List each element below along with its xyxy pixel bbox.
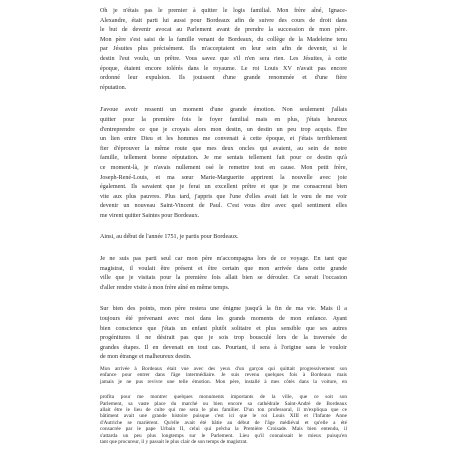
paragraph-4-line-1: Je ne suis pas parti seul car mon père m'accompagna lors de ce voyage. En tant que: [100, 256, 347, 263]
excerpt-2-line-7: s'attarda un peu plus longtemps sur le Parlement. Lieu qu'il connaissait le mieux puisqu'en: [100, 432, 347, 439]
paragraph-2-line-1: J'avoue avoir ressenti un moment d'une grande émotion. Non seulement j'allais: [100, 107, 347, 114]
excerpt-paragraph-2: [100, 394, 347, 445]
paragraph-2-line-7: ce moment-là, je n'avais nullement osé le remettre tout en cause. Mon petit frère,: [100, 164, 347, 171]
paragraph-2-line-3: d'entreprendre ce que je croyais alors mon destin, un destin un peu trop acquis. Être: [100, 126, 347, 133]
paragraph-1-line-6: destin l'eut voulu, un prêtre. Vous savez que s'il n'en sera rien. Les Jésuites, à cette: [100, 55, 347, 62]
document-text-column: [100, 7, 347, 445]
paragraph-2-line-9: également. Ils savaient que je ferai un excellent prêtre et que je me consacrerai bien: [100, 184, 347, 191]
paragraph-5-line-6: de mon étrange et malheureux destin.: [100, 354, 192, 361]
paragraph-1: [100, 7, 347, 93]
excerpt-1-line-1: Mon arrivée à Bordeaux était vue avec des yeux d'un garçon qui quittait progressivement son: [100, 366, 347, 372]
paragraph-2: [100, 106, 347, 221]
paragraph-4-line-2: magistrat, il voulait être présent et être certain que mon arrivée dans cette grande: [100, 265, 347, 272]
paragraph-5-line-4: progénitures il ne désirait pas que je sois trop bousculé lors de la traversée de: [100, 335, 347, 342]
paragraph-5-line-1: Sur bien des points, mon père restera une énigme jusqu'à la fin de ma vie. Mais il a: [100, 306, 347, 313]
excerpt-2-line-2: Parlement, sa vaste place du marché ou bien encore sa cathédrale Saint-André de Bordeaux: [100, 400, 347, 407]
paragraph-5-line-2: toujours été prévenant avec moi dans les grands moments de mon enfance. Ayant: [100, 316, 347, 323]
excerpt-1-line-2: enfance pour entrer dans l'âge intermédiaire. Je suis revenu quelques fois à Bordeaux mais: [100, 372, 347, 379]
paragraph-1-line-1: Oh je n'étais pas le premier à quitter le logis familial. Mon frère aîné, Ignace-: [100, 8, 347, 14]
paragraph-1-line-8: ordonné leur expulsion. Ils jouissent d'une grande renommée et d'une fière: [100, 75, 347, 82]
paragraph-2-line-11: devenir un nouveau Saint-Vincent de Paul. C'est vous dire avec quel sentiment elles: [100, 203, 347, 210]
paragraph-1-line-4: Mon père s'est saisi de la famille venant de Bordeaux, du collège de la Madeleine tenu: [100, 36, 347, 43]
paragraph-4-line-3: ville que je visitais pour la première fois allait bien se dérouler. Ce serait l'occasion: [100, 275, 347, 282]
paragraph-1-line-2: Alexandre, était parti lui aussi pour Bordeaux afin de suivre des cours de droit dans: [100, 17, 347, 24]
excerpt-2-line-4: bâtiment avait une grande histoire puisque c'est ici que le roi Louis XIII et l'Infante Anne: [100, 413, 347, 420]
paragraph-1-line-7: époque, étaient encore tolérés dans le royaume. Le roi Louis XV n'avait pas encore: [100, 65, 347, 72]
paragraph-2-line-6: famille, tellement bonne réputation. Je me sentais tellement fait pour ce destin qu'à: [100, 155, 347, 162]
excerpt-2-line-1: profita pour me montrer quelques monuments importants de la ville, que ce soit son: [100, 394, 347, 401]
excerpt-2-line-3: allait être le lieu de culte qui me sera le plus familier. D'un ton professoral, il m'expliqua que ce: [100, 406, 347, 413]
paragraph-1-line-5: par Jésuites plus précisément. Ils m'acceptaient en leur sein afin de devenir, si le: [100, 46, 347, 53]
paragraph-3-line-1: Ainsi, au début de l'année 1751, je partis pour Bordeaux.: [100, 234, 239, 241]
paragraph-5: [100, 305, 347, 363]
excerpt-2-line-6: consacrée par le pape Urbain II, celui qui prêcha la Première Croisade. Mais bien entendu, il: [100, 426, 347, 433]
paragraph-2-line-2: quitter pour la première fois le foyer familial mais en plus, j'étais heureux: [100, 116, 347, 123]
paragraph-2-line-8: Joseph-René-Louis, et ma sœur Marie-Marguerite apprirent la nouvelle avec joie: [100, 174, 347, 181]
excerpt-paragraph-1: [100, 366, 347, 385]
excerpt-1-line-3: jamais je ne pus revivre une telle émotion. Mon père, installé à mes côtés dans la voiture, en: [100, 378, 347, 385]
paragraph-2-line-4: un lien entre Dieu et les hommes me convenait à cette époque, et j'étais terriblement: [100, 136, 347, 143]
excerpt-2-line-8: tant que procureur, il y passait le plus clair de son temps de magistrat.: [100, 438, 248, 445]
paragraph-1-line-3: le but de devenir avocat au Parlement avant de prendre la succession de mon père.: [100, 27, 347, 34]
paragraph-5-line-5: grandes étapes. Il en devenait en tout cas. Pourtant, il sera à l'origine sans le vouloir: [100, 344, 347, 351]
paragraph-1-line-9: réputation.: [100, 84, 127, 91]
paragraph-3: [100, 233, 347, 243]
paragraph-2-line-5: fier d'éprouver la même route que mes deux oncles qui avaient, au sein de notre: [100, 145, 347, 152]
paragraph-4-line-4: d'aller rendre visite à mon frère aîné en même temps.: [100, 284, 230, 291]
paragraph-4: [100, 255, 347, 293]
paragraph-5-line-3: bien conscience que j'étais un enfant plutôt solitaire et plus sensible que ses autres: [100, 325, 347, 332]
paragraph-2-line-12: me virent quitter Saintes pour Bordeaux.: [100, 212, 200, 219]
excerpt-2-line-5: d'Autriche se marièrent. Qu'elle avait été bâtie au début de l'âge médiéval et qu'elle a été: [100, 419, 347, 426]
paragraph-2-line-10: vite aux plus pauvres. Plus tard, j'appris que l'une d'elles avait fait le vœu de me voir: [100, 193, 347, 200]
